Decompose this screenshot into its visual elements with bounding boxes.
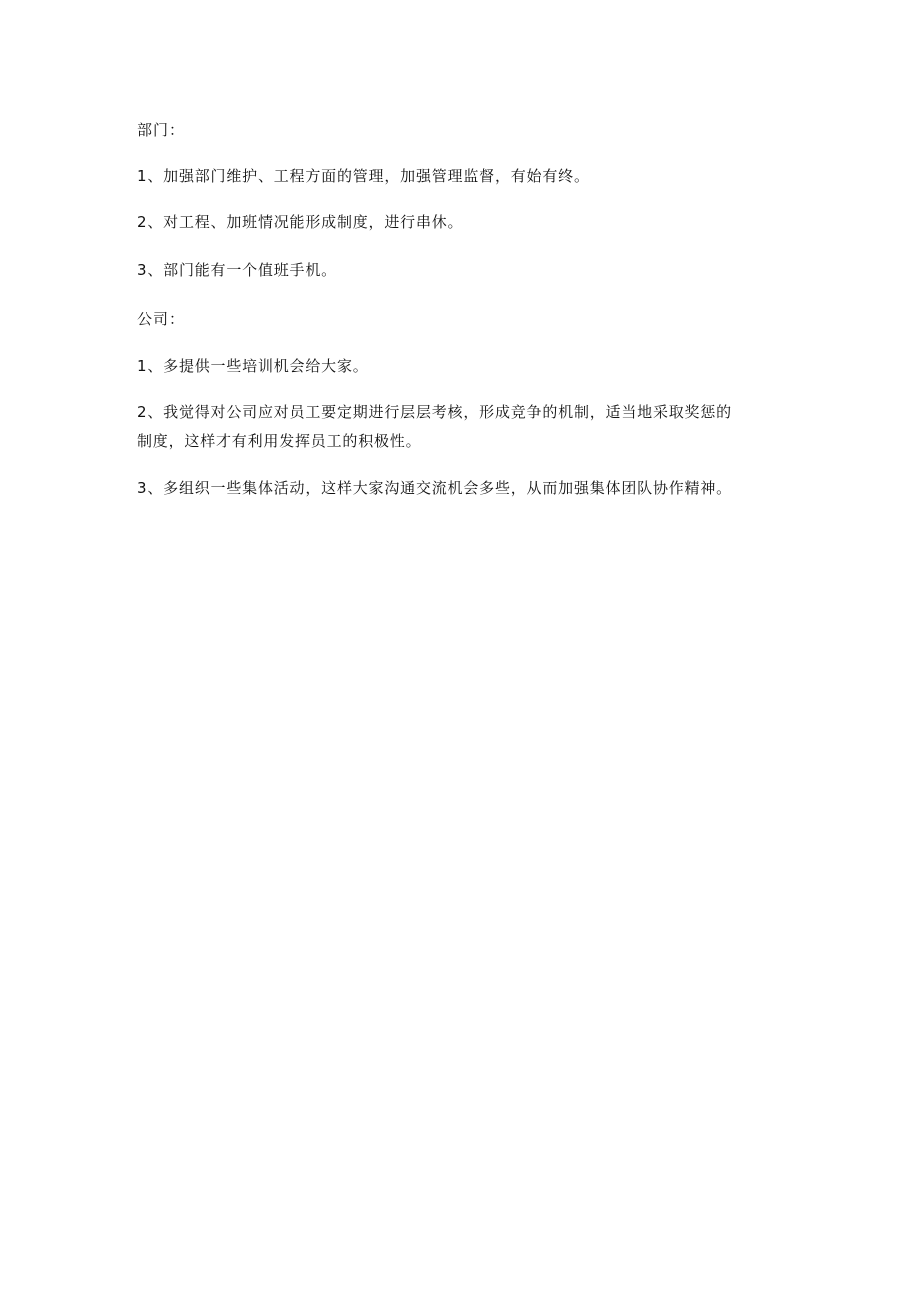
company-heading: 公司： bbox=[137, 310, 186, 328]
company-item-2-line-1: 2、我觉得对公司应对员工要定期进行层层考核，形成竞争的机制，适当地采取奖惩的 bbox=[137, 403, 732, 421]
company-item-2-line-2: 制度，这样才有利用发挥员工的积极性。 bbox=[137, 432, 422, 450]
department-heading: 部门： bbox=[137, 121, 186, 139]
company-item-3: 3、多组织一些集体活动，这样大家沟通交流机会多些，从而加强集体团队协作精神。 bbox=[137, 479, 732, 497]
department-item-1: 1、加强部门维护、工程方面的管理，加强管理监督，有始有终。 bbox=[137, 167, 590, 185]
department-item-2: 2、对工程、加班情况能形成制度，进行串休。 bbox=[137, 213, 464, 231]
company-item-1: 1、多提供一些培训机会给大家。 bbox=[137, 357, 369, 375]
department-item-3: 3、部门能有一个值班手机。 bbox=[137, 261, 337, 279]
